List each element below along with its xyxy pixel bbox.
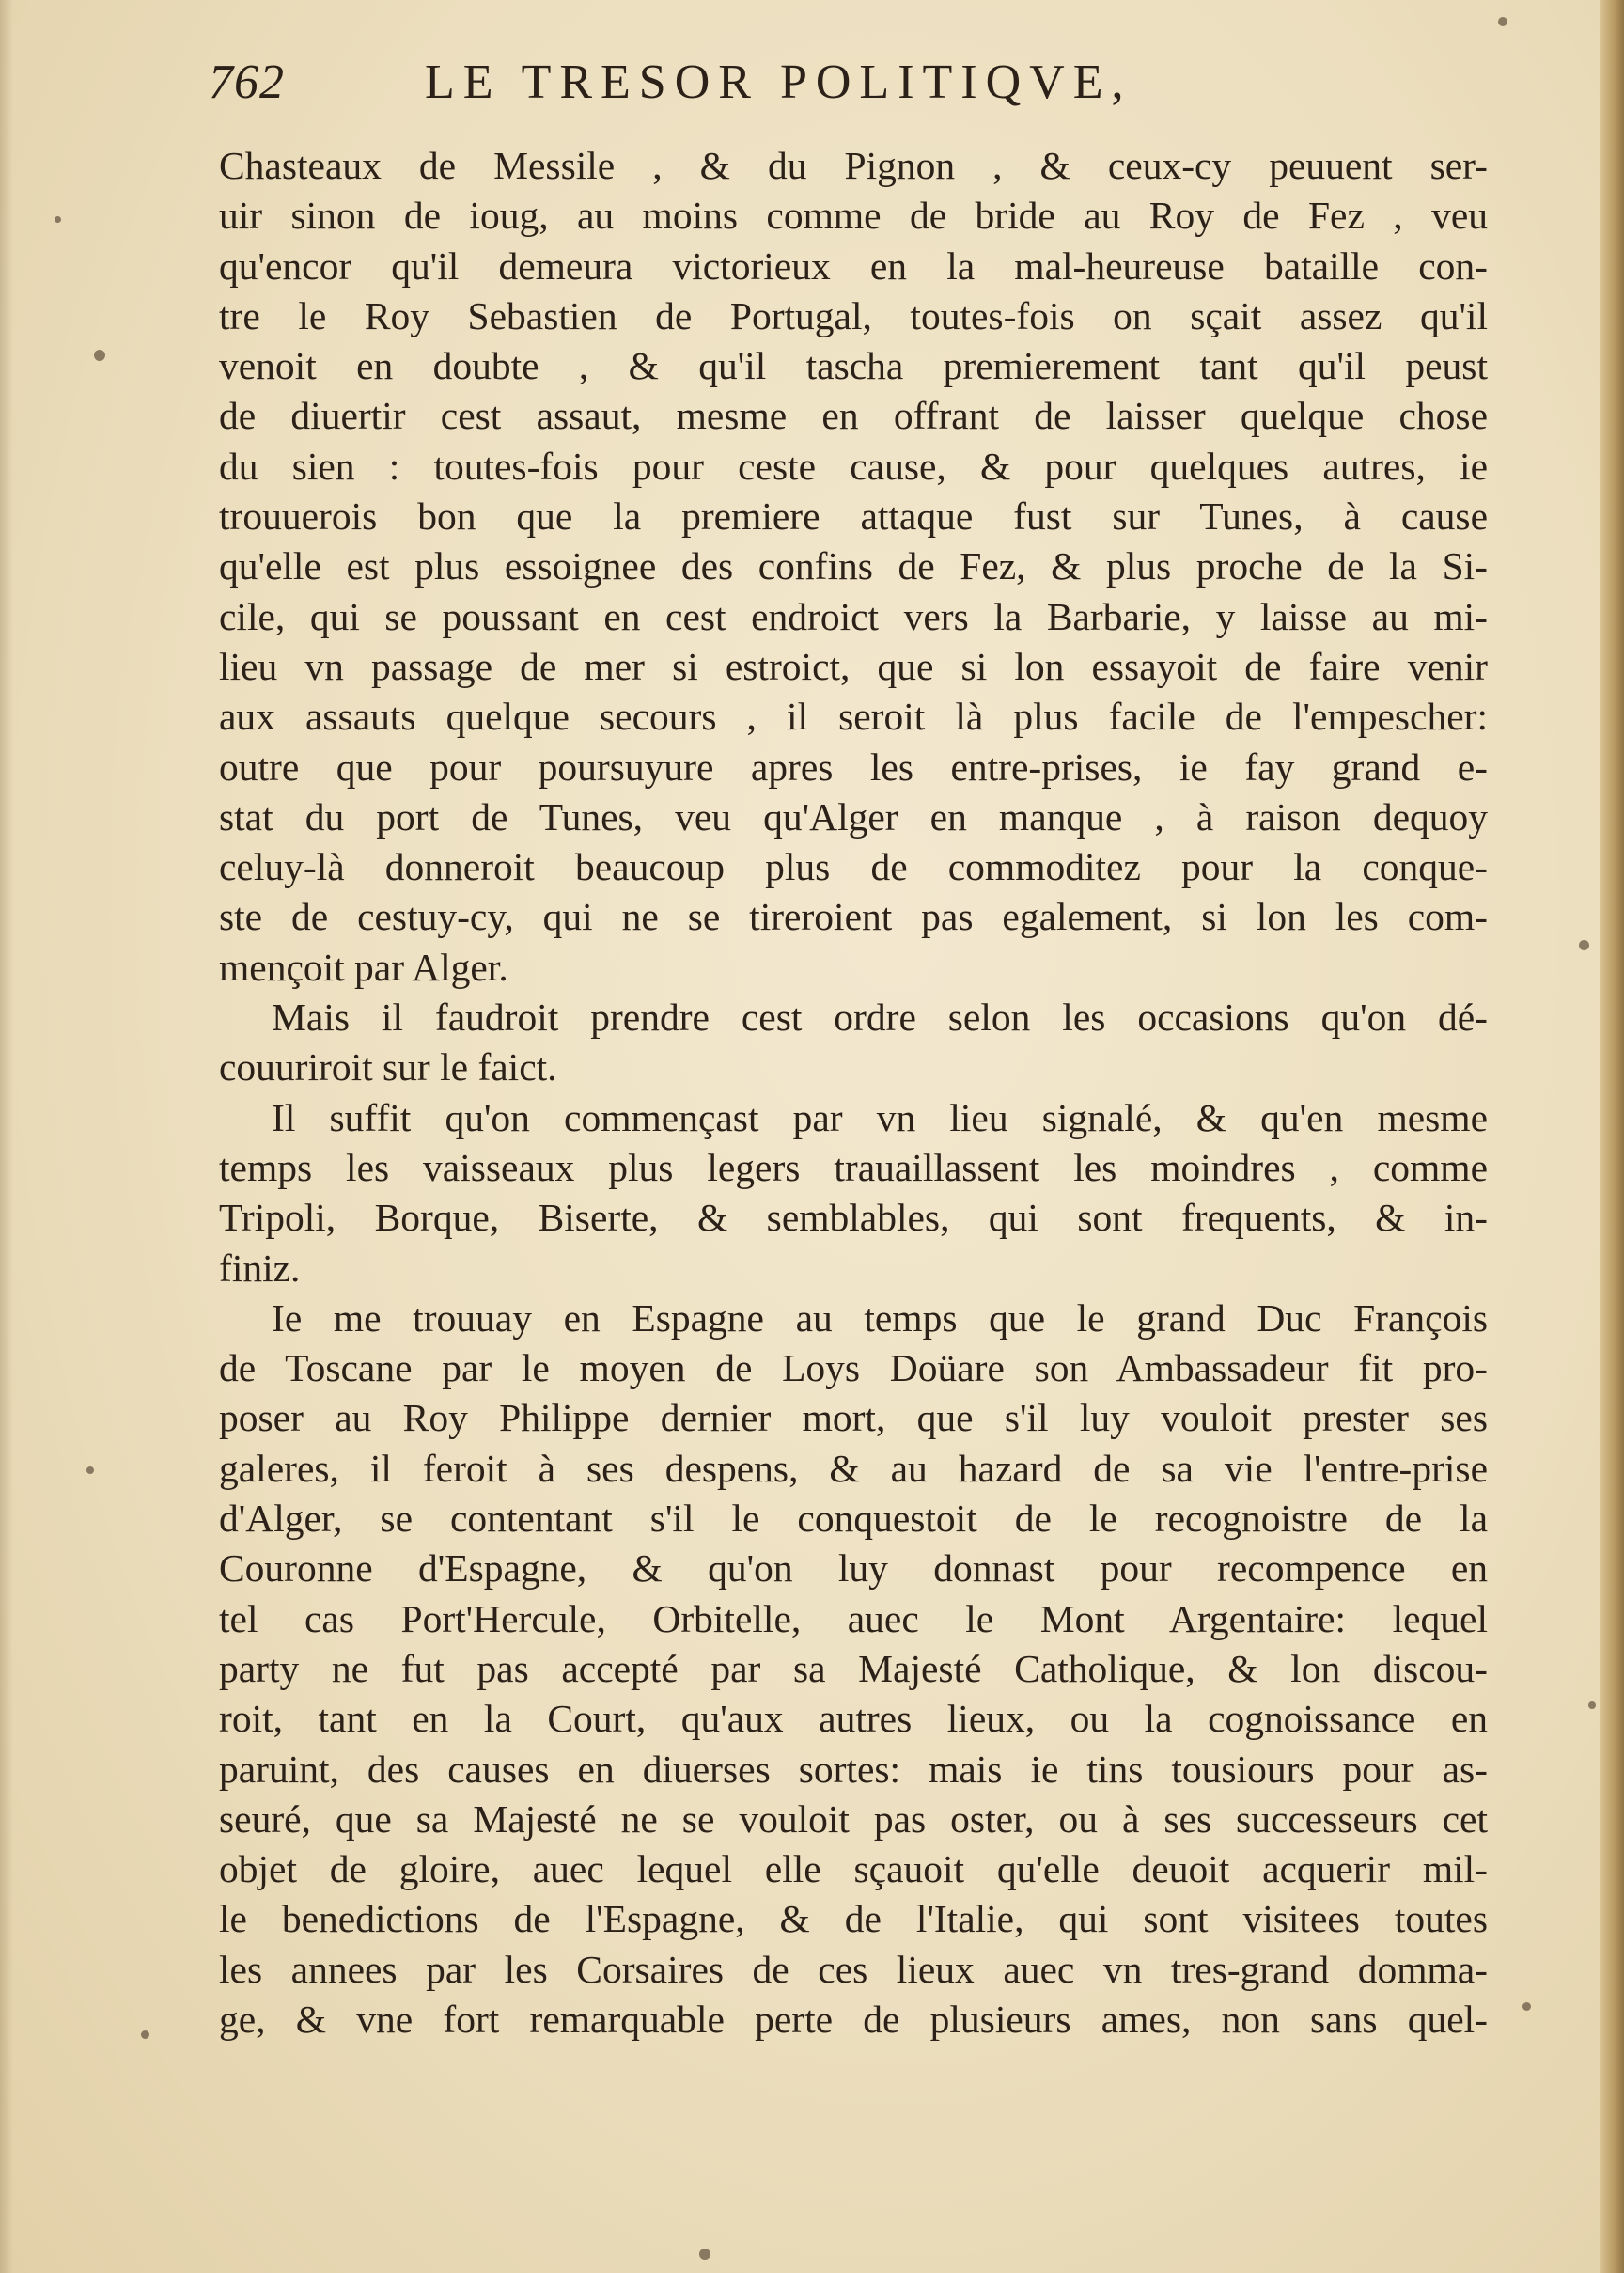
page-gutter-shadow	[0, 0, 13, 2273]
text-line: lieu vn passage de mer si estroict, que si lon essayoit de faire venir	[219, 644, 1488, 688]
body-text	[219, 141, 1488, 2045]
paper-spot	[55, 216, 61, 223]
paper-spot	[141, 2030, 149, 2039]
text-line: finiz.	[219, 1246, 301, 1290]
text-line: mençoit par Alger.	[219, 945, 508, 989]
paper-spot	[1522, 2002, 1531, 2011]
paper-spot	[86, 1466, 94, 1474]
paper-spot	[1498, 17, 1507, 26]
text-line: galeres, il feroit à ses despens, & au hazard de sa vie l'entre-prise	[219, 1446, 1488, 1490]
running-title: LE TRESOR POLITIQVE,	[425, 55, 1132, 109]
text-line: cile, qui se poussant en cest endroict vers la Barbarie, y laisse au mi-	[219, 594, 1488, 638]
running-head	[209, 55, 1487, 120]
text-line: les annees par les Corsaires de ces lieux auec vn tres-grand domma-	[219, 1947, 1488, 1991]
text-line: poser au Roy Philippe dernier mort, que s'il luy vouloit prester ses	[219, 1396, 1488, 1440]
paper-spot	[94, 350, 105, 361]
text-line: celuy-là donneroit beaucoup plus de commoditez pour la conque-	[219, 845, 1488, 889]
text-line: Chasteaux de Messile , & du Pignon , & ceux-cy peuuent ser-	[219, 144, 1488, 187]
text-line: qu'elle est plus essoignee des confins de Fez, & plus proche de la Si-	[219, 544, 1488, 588]
text-line: party ne fut pas accepté par sa Majesté Catholique, & lon discou-	[219, 1646, 1488, 1690]
text-line: de diuertir cest assaut, mesme en offrant de laisser quelque chose	[219, 394, 1488, 438]
text-line: d'Alger, se contentant s'il le conquestoit de le recognoistre de la	[219, 1497, 1488, 1541]
text-line: tre le Roy Sebastien de Portugal, toutes-fois on sçait assez qu'il	[219, 293, 1488, 337]
text-line: ge, & vne fort remarquable perte de plusieurs ames, non sans quel-	[219, 1997, 1488, 2041]
text-line: roit, tant en la Court, qu'aux autres lieux, ou la cognoissance en	[219, 1697, 1488, 1741]
text-line: le benedictions de l'Espagne, & de l'Italie, qui sont visitees toutes	[219, 1897, 1488, 1941]
paragraph-start-line: Ie me trouuay en Espagne au temps que le grand Duc François	[272, 1295, 1488, 1340]
text-line: couuriroit sur le faict.	[219, 1045, 557, 1089]
text-line: aux assauts quelque secours , il seroit là plus facile de l'empescher:	[219, 695, 1488, 739]
text-line: outre que pour poursuyure apres les entre-prises, ie fay grand e-	[219, 745, 1488, 789]
text-line: Tripoli, Borque, Biserte, & semblables, qui sont frequents, & in-	[219, 1196, 1488, 1240]
text-line: paruint, des causes en diuerses sortes: mais ie tins tousiours pour as-	[219, 1747, 1488, 1791]
text-line: ste de cestuy-cy, qui ne se tireroient pas egalement, si lon les com-	[219, 895, 1488, 939]
text-line: venoit en doubte , & qu'il tascha premierement tant qu'il peust	[219, 344, 1488, 388]
text-line: Couronne d'Espagne, & qu'on luy donnast pour recompence en	[219, 1546, 1488, 1591]
text-line: objet de gloire, auec lequel elle sçauoit qu'elle deuoit acquerir mil-	[219, 1847, 1488, 1891]
paragraph-start-line: Il suffit qu'on commençast par vn lieu signalé, & qu'en mesme	[272, 1095, 1488, 1139]
paper-spot	[1588, 1701, 1596, 1709]
text-line: qu'encor qu'il demeura victorieux en la mal-heureuse bataille con-	[219, 243, 1488, 288]
page-number: 762	[209, 55, 285, 109]
text-line: de Toscane par le moyen de Loys Doüare son Ambassadeur fit pro-	[219, 1346, 1488, 1390]
text-line: du sien : toutes-fois pour ceste cause, & pour quelques autres, ie	[219, 444, 1488, 488]
paper-spot	[1579, 940, 1589, 950]
paragraph-start-line: Mais il faudroit prendre cest ordre selon les occasions qu'on dé-	[272, 995, 1488, 1040]
text-line: uir sinon de ioug, au moins comme de bride au Roy de Fez , veu	[219, 194, 1488, 238]
text-line: seuré, que sa Majesté ne se vouloit pas oster, ou à ses successeurs cet	[219, 1796, 1488, 1841]
paper-spot	[699, 2249, 710, 2260]
text-line: tel cas Port'Hercule, Orbitelle, auec le Mont Argentaire: lequel	[219, 1596, 1488, 1640]
text-line: temps les vaisseaux plus legers trauaillassent les moindres , comme	[219, 1145, 1488, 1189]
page-edge	[1600, 0, 1624, 2273]
text-line: stat du port de Tunes, veu qu'Alger en manque , à raison dequoy	[219, 794, 1488, 839]
text-line: trouuerois bon que la premiere attaque fust sur Tunes, à cause	[219, 494, 1488, 539]
